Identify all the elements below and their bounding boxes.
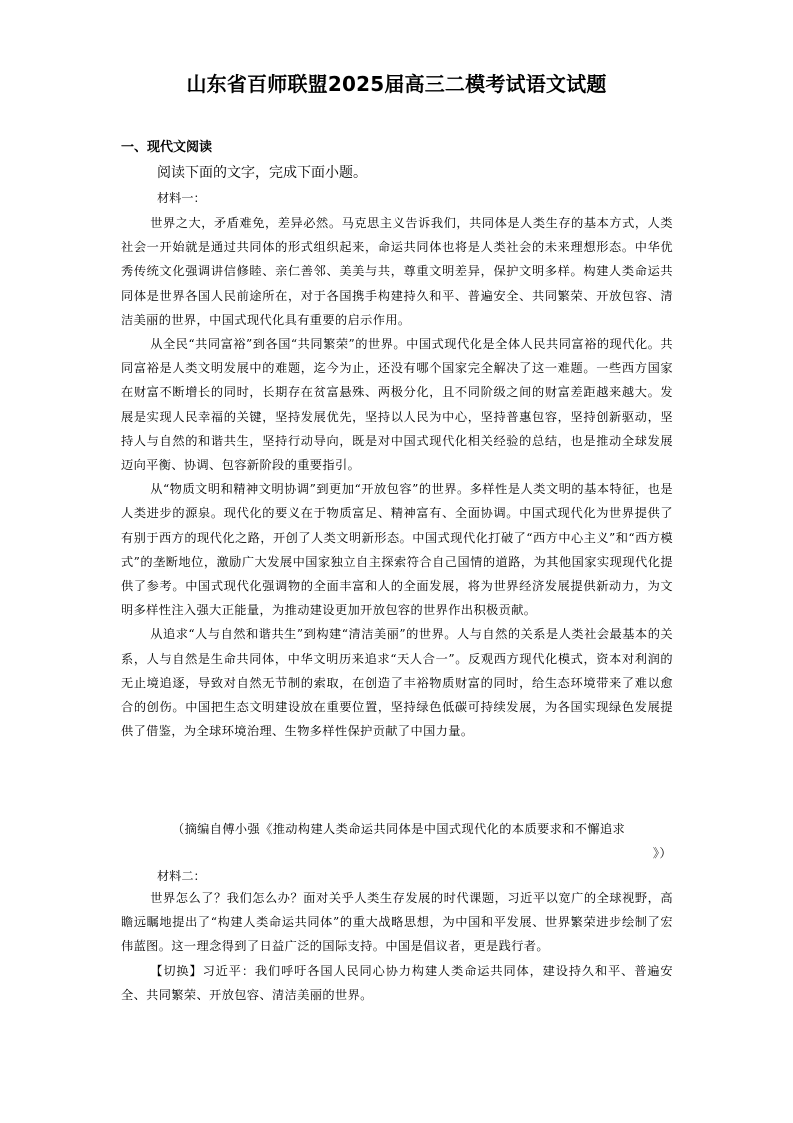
paragraph: 世界之大，矛盾难免，差异必然。马克思主义告诉我们，共同体是人类生存的基本方式，人类社会一开始就是通过共同体的形式组织起来，命运共同体也将是人类社会的未来理想形态。中华优秀传统文化强调讲信修睦、亲仁善邻、美美与共，尊重文明差异，保护文明多样。构建人类命运共同体是世界各国人民前途所在，对于各国携手构建持久和平、普遍安全、共同繁荣、开放包容、清洁美丽的世界，中国式现代化具有重要的启示作用。: [121, 216, 673, 327]
paragraph: 世界怎么了？我们怎么办？面对关乎人类生存发展的时代课题，习近平以宽广的全球视野，高瞻远瞩地提出了“构建人类命运共同体”的重大战略思想，为中国和平发展、世界繁荣进步绘制了宏伟蓝图。这一理念得到了日益广泛的国际支持。中国是倡议者，更是践行者。: [121, 891, 673, 954]
paragraph: 从“物质文明和精神文明协调”到更加“开放包容”的世界。多样性是人类文明的基本特征，也是人类进步的源泉。现代化的要义在于物质富足、精神富有、全面协调。中国式现代化为世界提供了有别于西方的现代化之路，开创了人类文明新形态。中国式现代化打破了“西方中心主义”和“西方模式”的垄断地位，激励广大发展中国家独立自主探索符合自己国情的道路，为其他国家实现现代化提供了参考。中国式现代化强调物的全面丰富和人的全面发展，将为世界经济发展提供新动力，为文明多样性注入强大正能量，为推动建设更加开放包容的世界作出积极贡献。: [121, 482, 673, 618]
material2-body: [121, 886, 673, 1007]
source-citation: （摘编自傅小强《推动构建人类命运共同体是中国式现代化的本质要求和不懈追求: [172, 822, 626, 836]
source-citation-end: 》）: [652, 846, 672, 861]
paragraph: 从追求“人与自然和谐共生”到构建“清洁美丽”的世界。人与自然的关系是人类社会最基本的关系，人与自然是生命共同体，中华文明历来追求“天人合一”。反观西方现代化模式，资本对利润的无止境追逐，导致对自然无节制的索取，在创造了丰裕物质财富的同时，给生态环境带来了难以愈合的创伤。中国把生态文明建设放在重要位置，坚持绿色低碳可持续发展，为各国实现绿色发展提供了借鉴，为全球环境治理、生物多样性保护贡献了中国力量。: [121, 627, 673, 739]
material1-body: [121, 211, 673, 743]
material1-source: [172, 817, 672, 865]
instruction-text: 阅读下面的文字，完成下面小题。: [157, 165, 367, 181]
material2-label: 材料二：: [157, 869, 206, 883]
paragraph: 从全民“共同富裕”到各国“共同繁荣”的世界。中国式现代化是全体人民共同富裕的现代化。共同富裕是人类文明发展中的难题，迄今为止，还没有哪个国家完全解决了这一难题。一些西方国家在财富不断增长的同时，长期存在贫富悬殊、两极分化，且不同阶级之间的财富差距越来越大。发展是实现人民幸福的关键，坚持发展优先，坚持以人民为中心，坚持普惠包容，坚持创新驱动，坚持人与自然的和谐共生，坚持行动导向，既是对中国式现代化相关经验的总结，也是推动全球发展迈向平衡、协调、包容新阶段的重要指引。: [121, 337, 673, 473]
paragraph: 【切换】习近平：我们呼吁各国人民同心协力构建人类命运共同体，建设持久和平、普遍安全、共同繁荣、开放包容、清洁美丽的世界。: [121, 963, 673, 1002]
material1-label: 材料一：: [157, 191, 206, 205]
document-title: 山东省百师联盟2025届高三二模考试语文试题: [186, 72, 607, 96]
section-heading: 一、现代文阅读: [121, 140, 213, 155]
